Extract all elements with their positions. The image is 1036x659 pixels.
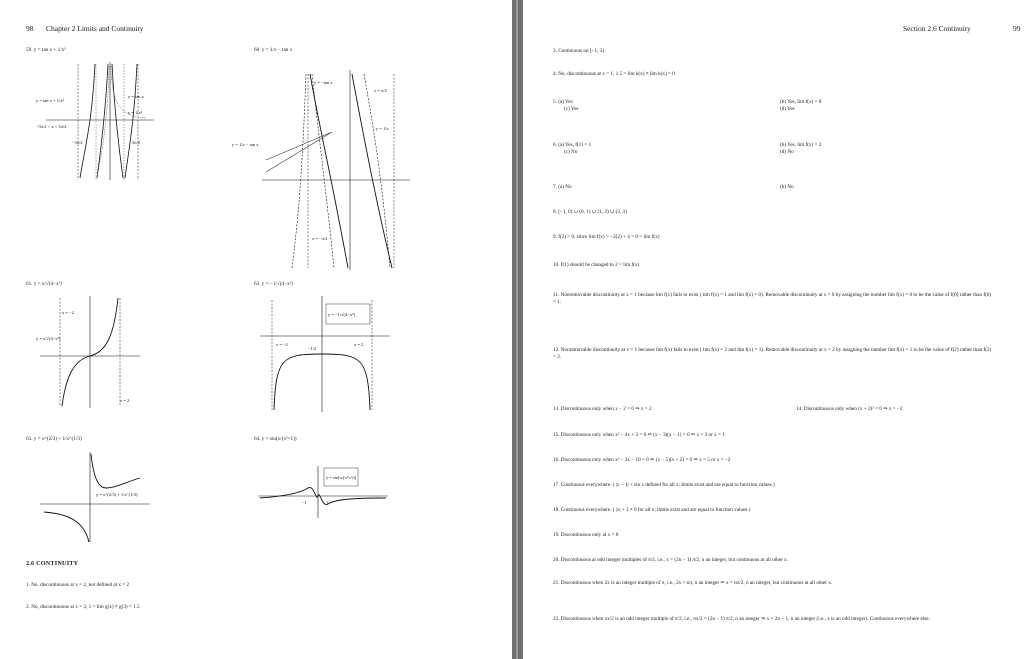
g62-c: x = 2 [354,342,364,347]
graph-62-label: 62. y = −1/√(4−x²) [254,281,293,287]
answer-22: 22. Discontinuous when πx/2 is an odd integer multiple of π/2, i.e., πx/2 = (2n − 1) π/2, n an integer ⇒ x = 2n − 1, n an integer (i.e., x is an odd integer). Continuous everywhere else. [553,616,930,622]
graph-62 [260,296,390,412]
g59-tick2: 3π/2 [132,140,141,145]
answer-18: 18. Continuous everywhere. ( |x| + 1 ≠ 0 for all x; limits exist and are equal to function values.) [553,507,751,513]
g59-right2: y = 1/x² [128,110,143,115]
g59-left1: y = tan x + 1/x² [36,98,64,103]
answer-16: 16. Discontinuous only when x² − 3x − 10 = 0 ⇒ (x − 5)(x + 2) = 0 ⇒ x = 5 or x = −2 [553,457,731,463]
answer-6: 6. (a) Yes, f(1) = 1 (c) No (b) Yes, lim f(x) = 2 (d) No [553,142,822,155]
left-page-number: 98 [26,24,34,33]
left-running-head: Chapter 2 Limits and Continuity [46,24,144,33]
g59-tick1: −3π/2 [72,140,83,145]
g62-d: −1/2 [308,346,317,351]
graph-60-label: 60. y = 1/x − tan x [254,47,293,53]
g60-d: y = 1/x [376,126,389,131]
g61-a: x = −2 [62,310,74,315]
right-running-head: Section 2.6 Continuity [903,24,971,33]
answer-15: 15. Discontinuous only when x² − 4x + 3 = 0 ⇒ (x − 3)(x − 1) = 0 ⇒ x = 3 or x = 1 [553,432,725,438]
graph-63 [40,452,150,542]
answer-5: 5. (a) Yes (c) Yes (b) Yes, lim f(x) = 0 (d) Yes [553,99,822,112]
section-title: 2.6 CONTINUITY [26,560,79,567]
graph-61 [36,296,140,408]
answer-4: 4. No, discontinuous at x = 1, 1.5 = lim k(x) ≠ lim k(x) = 0 [553,71,675,77]
g61-b: y = x/√(4−x²) [36,336,61,341]
graph-59-label: 59. y = tan x + 1/x² [26,47,66,53]
g59-left2: −3π/2 < x < 3π/2 [36,124,67,129]
g63-a: y = x^(2/3) + 1/x^(1/3) [96,492,138,497]
answer-3: 3. Continuous on [−1, 3] [553,48,605,54]
g60-c: y = 1/x − tan x [232,142,259,147]
g62-b: x = −2 [276,342,288,347]
answer-1: 1. No, discontinuous at x = 2, not defined at x = 2 [26,582,130,588]
graph-61-label: 61. y = x/√(4−x²) [26,281,62,287]
g60-e: x = −π/2 [312,236,328,241]
answer-7: 7. (a) No (b) No [553,184,794,190]
g61-c: x = 2 [120,398,130,403]
graph-63-label: 63. y = x^(2/3) + 1/x^(1/3) [26,436,82,442]
graph-60 [232,70,410,270]
answer-10: 10. f(1) should be changed to 2 = lim f(x) [553,262,640,268]
graph-59 [36,62,154,182]
g64-c: 1 [326,500,329,505]
answer-2: 2. No, discontinuous at x = 3, 1 = lim g(x) ≠ g(3) = 1.5 [26,604,140,610]
graph-64-label: 64. y = sin(x/(x²+1)) [254,436,297,442]
answer-19: 19. Discontinuous only at x = 0 [553,532,619,538]
gutter [512,0,523,659]
g59-right1: y = tan x [128,94,144,99]
g64-b: −1 [302,500,307,505]
g60-a: y = −tan x [314,80,333,85]
right-page [523,0,1036,659]
g64-a: y = sin[x/(x²+1)] [326,475,357,480]
answer-9: 9. f(2) = 0, since lim f(x) = −2(2) + 4 = 0 = lim f(x) [553,234,660,240]
left-page [0,0,512,659]
answer-13-14: 13. Discontinuous only when x − 2 = 0 ⇒ x = 2 14. Discontinuous only when (x + 2)² = 0 ⇒ x = −2 [553,406,903,412]
g62-a: y = −1/√(4−x²) [328,312,355,317]
answer-12: 12. Nonremovable discontinuity at x = 1 because lim f(x) fails to exist ( lim f(x) = 2 and lim f(x) = 1). Removable discontinuity at x = 2 by assigning the number lim f(x) = 1 to be the value of f(2) rather than f(2) = 2. [553,347,992,360]
answer-21: 21. Discontinuous when 2x is an integer multiple of π, i.e., 2x = nπ, n an integer ⇒ x = nπ/2, n an integer, but continuous at all other x. [553,580,833,586]
graph-64 [258,462,388,522]
g60-b: x = π/2 [374,88,387,93]
answer-8: 8. [−1, 0) ∪ (0, 1) ∪ (1, 2) ∪ (2, 3) [553,209,627,215]
answer-20: 20. Discontinuous at odd integer multiples of π/2, i.e., x = (2n − 1) π/2, n an integer, but continuous at all other x. [553,557,788,563]
answer-17: 17. Continuous everywhere. ( |x − 1| + sin x defined for all x; limits exist and are equal to function values.) [553,482,775,488]
right-page-number: 99 [1013,24,1021,33]
answer-11: 11. Nonremovable discontinuity at x = 1 because lim f(x) fails to exist ( lim f(x) = 1 and lim f(x) = 0). Removable discontinuity at x = 0 by assigning the number lim f(x) = 0 to be the value of f(0) rather than f(0) = 1. [553,292,992,305]
